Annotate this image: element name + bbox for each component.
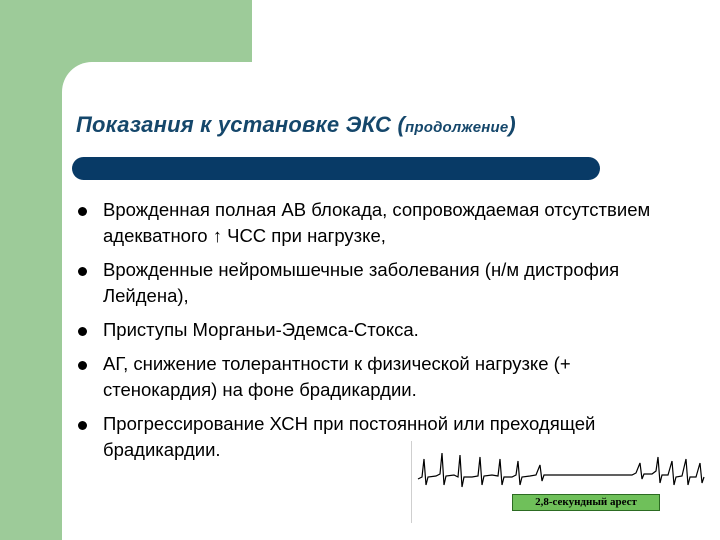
bullet-dot-icon xyxy=(78,267,87,276)
bullet-item xyxy=(76,197,686,249)
slide-title xyxy=(76,112,516,138)
ecg-caption: 2,8-секундный арест xyxy=(512,494,660,511)
bullet-dot-icon xyxy=(78,421,87,430)
decor-green-left xyxy=(0,0,62,540)
title-sub: продолжение xyxy=(405,119,509,136)
title-main: Показания к установке ЭКС ( xyxy=(76,112,405,137)
bullet-text: Приступы Морганьи-Эдемса-Стокса. xyxy=(103,319,419,340)
bullet-text: Врожденная полная АВ блокада, сопровождаемая отсутствием адекватного ↑ ЧСС при нагрузке, xyxy=(103,199,651,246)
title-underline-bar xyxy=(72,157,600,180)
bullet-item xyxy=(76,351,686,403)
bullet-dot-icon xyxy=(78,207,87,216)
bullet-item xyxy=(76,257,686,309)
ecg-strip-image xyxy=(411,441,708,523)
bullet-text: Прогрессирование ХСН при постоянной или преходящей брадикардии. xyxy=(103,413,596,460)
bullet-list xyxy=(76,197,686,471)
bullet-text: АГ, снижение толерантности к физической нагрузке (+ стенокардия) на фоне брадикардии. xyxy=(103,353,571,400)
bullet-dot-icon xyxy=(78,361,87,370)
bullet-dot-icon xyxy=(78,327,87,336)
bullet-item xyxy=(76,317,686,343)
bullet-text: Врожденные нейромышечные заболевания (н/м дистрофия Лейдена), xyxy=(103,259,620,306)
title-close: ) xyxy=(508,112,516,137)
